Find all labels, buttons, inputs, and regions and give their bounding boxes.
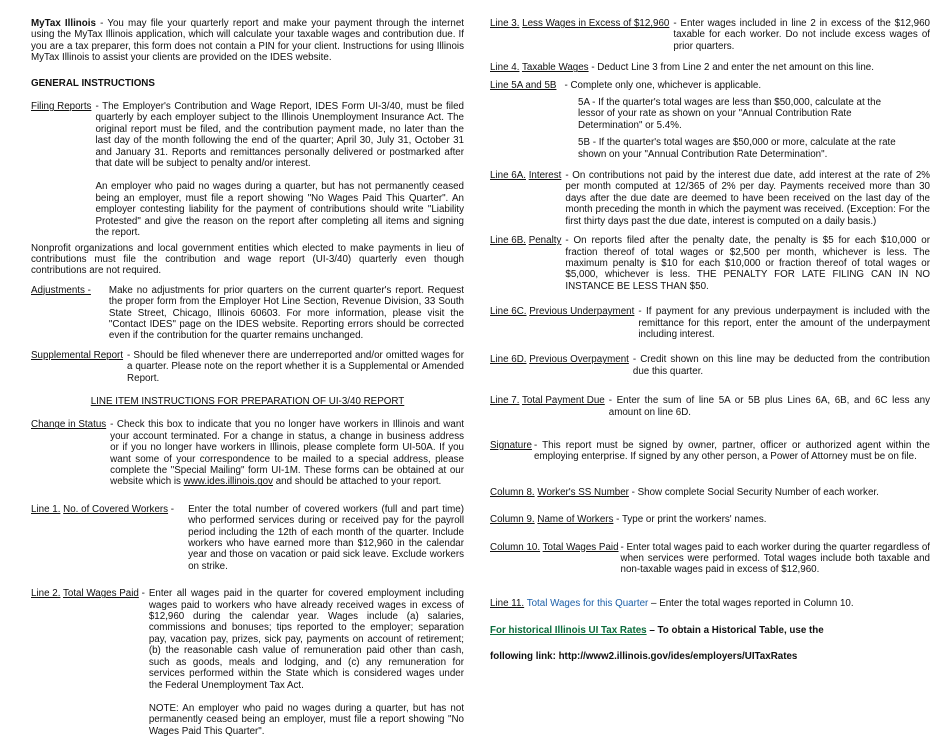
mytax-intro: MyTax Illinois - You may file your quarterly report and make your payment through the internet using the MyTax Illinois application, which will calculate your taxable wages and contribution due. If you are a tax preparer, this form does not contain a PIN for your client. Instructions for using Illinois MyTax Illinois to assist your clients are provided on the IDES website. (31, 18, 465, 64)
change-status-section (31, 419, 464, 487)
line5b-text: 5B - If the quarter's total wages are $50,000 or more, calculate at the rate shown on your "Annual Contribution Rate Determination". (578, 137, 896, 160)
line7-section (490, 395, 930, 418)
line6a-text: - On contributions not paid by the interest due date, add interest at the rate of 2% per month computed at 12/365 of 2% per day. Payments received more than 30 days after the due date are deemed to have been received on the last day of the month preceding the month in which the payment was received. (Exception: For the first thirty days past the due date, interest is computed on a daily basis.) (565, 170, 930, 227)
filing-reports-text: - The Employer's Contribution and Wage Report, IDES Form UI-3/40, must be filed quarterly by each employer subject to the Illinois Unemployment Insurance Act. The original report must be filed, and the contribution payment made, no later than the last day of the month following the end of the quarter; April 30, July 31, October 31 and January 31. Reports and remittances personally delivered or postmarked after that date will be subject to penalty and/or interest. (95, 101, 464, 170)
line6d-text: - Credit shown on this line may be deducted from the contribution due this quarter. (632, 354, 930, 377)
line7-label: Line 7. Total Payment Due (490, 395, 605, 407)
col10-label: Column 10. Total Wages Paid (490, 541, 619, 553)
line1-label: Line 1. No. of Covered Workers - (31, 503, 175, 515)
line3-label: Line 3. Less Wages in Excess of $12,960 (490, 18, 670, 29)
supplemental-label: Supplemental Report (31, 349, 124, 361)
col10-text: - Enter total wages paid to each worker during the quarter regardless of when services were performed. Total wages include both taxable and non-taxable wages paid in excess of $12,960. (620, 541, 930, 576)
line6c-section (490, 306, 930, 340)
line11-label: Total Wages for this Quarter (526, 597, 649, 609)
line2-label: Line 2. Total Wages Paid - (31, 588, 145, 600)
line6d-section (490, 354, 930, 377)
mytax-lead: MyTax Illinois (31, 18, 96, 29)
filing-reports-section (31, 101, 464, 238)
line4-text: Line 4. Taxable Wages - Deduct Line 3 from Line 2 and enter the net amount on this line. (490, 62, 874, 74)
filing-reports-label: Filing Reports (31, 101, 92, 113)
supplemental-text: - Should be filed whenever there are underreported and/or omitted wages for a quarter. Please note on the report whether it is a Supplemental or Amended Report. (127, 349, 464, 384)
line5-section (490, 80, 930, 91)
no-wages-text: An employer who paid no wages during a quarter, but has not permanently ceased being an employer, must file a report showing "No Wages Paid This Quarter". An employer contesting liability for the payment of contributions should write "Liability Protested" and give the reason on the report after completing all items and signing the report. (95, 181, 464, 239)
right-column (490, 18, 930, 662)
change-status-label: Change in Status (31, 419, 107, 431)
col8-label: Worker's SS Number (537, 486, 629, 498)
historical-rates-text: For historical Illinois UI Tax Rates – To obtain a Historical Table, use the (490, 625, 824, 637)
line5-text: - Complete only one, whichever is applicable. (564, 79, 762, 91)
line2-note: NOTE: An employer who paid no wages during a quarter, but has not permanently ceased being an employer, must file a report showing "No Wages Paid This Quarter". (148, 702, 464, 737)
line6a-section (490, 170, 930, 227)
adjustments-label: Adjustments - (31, 284, 91, 296)
signature-text: - This report must be signed by owner, partner, officer or authorized agent within the employing enterprise. If signed by any other person, a Power of Attorney must be on file. (533, 439, 930, 463)
historical-rates-label: For historical Illinois UI Tax Rates (490, 625, 647, 637)
line6d-label: Line 6D. Previous Overpayment (490, 354, 629, 366)
ides-website-link[interactable]: www.ides.illinois.gov (183, 476, 273, 488)
historical-rates-link[interactable]: following link: http://www2.illinois.gov/ides/employers/UITaxRates (490, 650, 798, 662)
col8-text: Column 8. Worker's SS Number - Show complete Social Security Number of each worker. (490, 486, 879, 498)
signature-label: Signature (490, 439, 532, 451)
col9-text: Column 9. Name of Workers - Type or print the workers' names. (490, 514, 767, 526)
nonprofit-text: Nonprofit organizations and local government entities which elected to make payments in lieu of contributions must file the contribution and wage report (UI-3/40) quarterly even though contributions are not required. (31, 242, 464, 277)
adjustments-section (31, 285, 464, 342)
line6c-text: - If payment for any previous underpayment is included with the remittance for this report, enter the amount of the underpayment including interest. (638, 306, 930, 340)
line6b-section (490, 235, 930, 292)
line3-section (490, 18, 930, 52)
line-item-heading: LINE ITEM INSTRUCTIONS FOR PREPARATION OF UI-3/40 REPORT (90, 395, 405, 407)
line2-text: Enter all wages paid in the quarter for covered employment including wages paid to workers who have already received wages in excess of $12,960 during the calendar year. Wages include (a) salaries, commissions and bonuses; tips reported to the employer; separation pay, vacation pay, prizes, sick pay, payments on account of retirement; (b) the reasonable cash value of remuneration paid other than cash, such as goods, meals and lodging, and (c) any remuneration for services performed within the State which is considered wages under the Federal Unemployment Tax Act. (148, 588, 464, 691)
line11-text: Line 11. Total Wages for this Quarter – Enter the total wages reported in Column 10. (490, 597, 854, 609)
line1-section (31, 504, 464, 572)
signature-section (490, 440, 930, 463)
col9-label: Name of Workers (537, 514, 614, 526)
line4-label: Taxable Wages (521, 62, 589, 74)
line3-text: - Enter wages included in line 2 in excess of the $12,960 taxable for each worker. Do not include excess wages of prior quarters. (673, 18, 930, 52)
line1-text: Enter the total number of covered workers (full and part time) who performed services during or received pay for the payroll period including the 12th of each month of the quarter. Include workers who have earned more than $12,960 in the calendar year and those on vacation or paid sick leave. Exclude workers on strike. (188, 503, 464, 572)
line7-text: - Enter the sum of line 5A or 5B plus Lines 6A, 6B, and 6C less any amount on line 6D. (608, 395, 930, 418)
line5a-text: 5A - If the quarter's total wages are less than $50,000, calculate at the lessor of your rate as shown on your "Annual Contribution Rate Determination" or 5.4%. (578, 97, 882, 131)
line5-label: Line 5A and 5B (490, 79, 557, 91)
col10-section (490, 542, 930, 576)
general-instructions-heading: GENERAL INSTRUCTIONS (31, 77, 155, 89)
line6c-label: Line 6C. Previous Underpayment (490, 306, 635, 318)
line6b-text: - On reports filed after the penalty date, the penalty is $5 for each $10,000 or fraction thereof of total wages or $2,500 per month, whichever is less. The maximum penalty is $10 for each $10,000 or fraction thereof of total wages or $5,000, whichever is less. THE PENALTY FOR LATE FILING CAN IN NO INSTANCE BE LESS THAN $50. (565, 235, 930, 292)
left-column (31, 18, 464, 737)
line6a-label: Line 6A. Interest (490, 170, 562, 182)
line6b-label: Line 6B. Penalty (490, 235, 562, 247)
change-status-text: - Check this box to indicate that you no longer have workers in Illinois and want your account terminated. For a change in status, a change in business address or if you no longer have workers in Illinois, please complete form UI-50A. If you want some of your correspondence to be mailed to a special address, please complete the "Special Mailing" form UI-1M. These forms can be obtained at our website which is www.ides.illinois.gov and should be attached to your report. (110, 419, 464, 488)
line2-section (31, 588, 464, 737)
supplemental-section (31, 350, 464, 384)
adjustments-text: Make no adjustments for prior quarters on the current quarter's report. Request the proper form from the Employer Hot Line Section, Revenue Division, 33 South State Street, Chicago, Illinois 60603. For more information, please visit the "Contact IDES" page on the IDES website. Reporting errors should be corrected even if the contribution for the quarter remains unchanged. (108, 284, 464, 342)
